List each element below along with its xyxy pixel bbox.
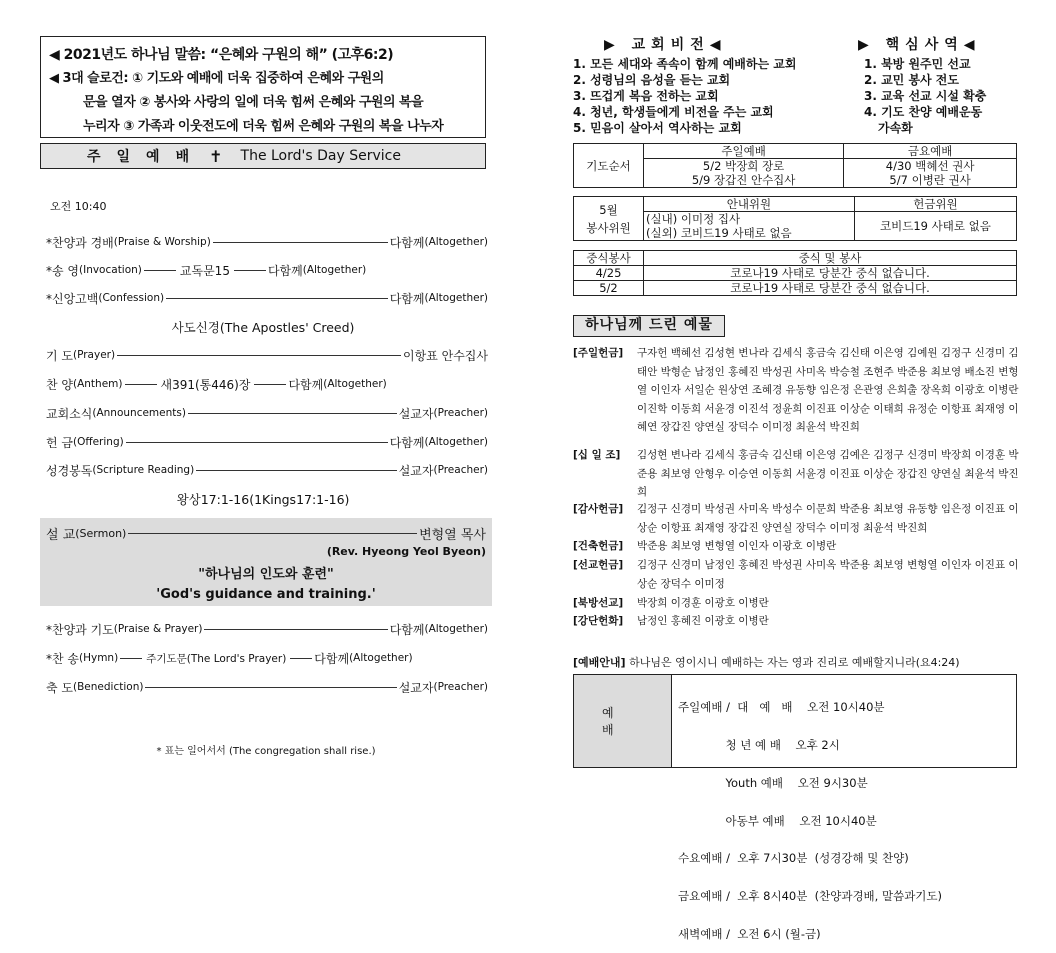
order-row bbox=[46, 260, 488, 280]
service-title-ko: 주일예배 bbox=[87, 149, 206, 165]
order-item-en: (Scripture Reading) bbox=[92, 464, 195, 476]
list-item: 4. 기도 찬양 예배운동 bbox=[864, 105, 983, 119]
service-title-bar bbox=[40, 143, 486, 169]
order-item-ko: *신앙고백 bbox=[46, 291, 99, 306]
offering-names: 구자헌 백혜선 김성현 변나라 김세식 홍금숙 김신태 이은영 김예원 김정구 신경미 김태안 박형순 남정인 홍혜진 박성권 사미옥 박승철 조현주 박준용 최보영 배소진 변형열 이인자 서일순 원상연 조혜경 유동향 임은정 은관영 은희출 장옥희 이광호 이병란 이진학 이동희 서윤경 이진석 정윤희 이진표 이상순 이태희 유정순 이항표 최재영 이혜연 장갑진 양연실 장덕수 이미정 최윤석 박진희 bbox=[637, 347, 1019, 433]
schedule-line: 새벽예배 / 오전 6시 (월-금) bbox=[678, 926, 821, 941]
offering-row bbox=[573, 537, 1021, 556]
offering-row bbox=[573, 344, 1021, 437]
order-item-en: (Praise & Worship) bbox=[113, 236, 211, 248]
meal-table bbox=[573, 250, 1017, 296]
table-cell: (실외) 코비드19 사태로 없음 bbox=[644, 226, 855, 241]
meal-table-label: 중식봉사 bbox=[574, 251, 644, 266]
dash-line bbox=[144, 270, 176, 271]
order-item-en: (Benediction) bbox=[73, 681, 144, 693]
table-cell: 5/7 이병란 권사 bbox=[844, 173, 1017, 188]
sermon-preacher: 변형열 목사 bbox=[419, 527, 486, 543]
dash-line bbox=[166, 298, 388, 299]
column-header: 중식 및 봉사 bbox=[644, 251, 1017, 266]
dash-line bbox=[234, 270, 266, 271]
order-item-detail: 주기도문(The Lord's Prayer) bbox=[146, 652, 287, 665]
order-leader-en: (Preacher) bbox=[433, 407, 488, 419]
core-list bbox=[864, 56, 986, 136]
table-cell: 4/25 bbox=[574, 266, 644, 281]
volunteer-table bbox=[573, 196, 1017, 241]
volunteer-label: 봉사위원 bbox=[586, 220, 631, 235]
sermon-title-en: 'God's guidance and training.' bbox=[156, 587, 376, 602]
creed-line: 사도신경(The Apostles' Creed) bbox=[171, 320, 355, 335]
dash-line bbox=[290, 658, 312, 659]
offering-names: 남정인 홍혜진 이광호 이병란 bbox=[637, 615, 769, 627]
table-cell: 5/9 장갑진 안수집사 bbox=[644, 173, 844, 188]
offering-category: [건축헌금] bbox=[573, 540, 624, 552]
schedule-line: 청 년 예 배 오후 2시 bbox=[678, 737, 840, 752]
column-header: 주일예배 bbox=[644, 144, 844, 159]
theme-line-2: ◀ 3대 슬로건: ① 기도와 예배에 더욱 집중하여 은혜와 구원의 bbox=[49, 71, 384, 86]
core-heading: ▶ 핵심사역◀ bbox=[858, 37, 981, 53]
order-leader: 다함께 bbox=[288, 377, 324, 392]
order-leader: 설교자 bbox=[398, 680, 434, 695]
order-item-ko: 기 도 bbox=[46, 348, 73, 363]
theme-line-4: 누리자 ③ 가족과 이웃전도에 더욱 힘써 은혜와 구원의 복을 나누자 bbox=[83, 119, 444, 134]
list-item: 1. 모든 세대와 족속이 함께 예배하는 교회 bbox=[573, 57, 797, 71]
volunteer-month: 5월 bbox=[599, 202, 618, 217]
order-item-en: (Anthem) bbox=[73, 378, 123, 390]
sermon-label-en: (Sermon) bbox=[75, 526, 127, 540]
table-cell: 코비드19 사태로 없음 bbox=[854, 212, 1016, 241]
order-leader-en: (Altogether) bbox=[349, 652, 413, 664]
order-row bbox=[46, 288, 488, 308]
list-item: 2. 성령님의 음성을 듣는 교회 bbox=[573, 73, 731, 87]
column-header: 안내위원 bbox=[644, 197, 855, 212]
order-item-ko: 축 도 bbox=[46, 680, 73, 695]
offering-heading: 하나님께 드린 예물 bbox=[573, 315, 725, 337]
schedule-line: 아동부 예배 오전 10시40분 bbox=[678, 813, 877, 828]
dash-line bbox=[120, 658, 142, 659]
order-item-en: (Prayer) bbox=[73, 349, 116, 361]
schedule-lines bbox=[678, 676, 942, 953]
theme-line-3: 문을 열자 ② 봉사와 사랑의 일에 더욱 힘써 은혜와 구원의 복을 bbox=[83, 95, 424, 110]
table-cell: (실내) 이미정 집사 bbox=[644, 212, 855, 227]
order-row bbox=[46, 374, 488, 394]
order-row bbox=[46, 460, 488, 480]
order-leader-en: (Altogether) bbox=[424, 436, 488, 448]
order-leader-en: (Altogether) bbox=[302, 264, 367, 276]
theme-line-1: ◀ 2021년도 하나님 말씀: “은혜와 구원의 해” (고후6:2) bbox=[49, 47, 394, 63]
table-cell: 5/2 bbox=[574, 281, 644, 296]
order-item-en: (Offering) bbox=[73, 436, 124, 448]
order-leader-en: (Altogether) bbox=[424, 623, 488, 635]
order-row bbox=[46, 432, 488, 452]
offering-category: [십 일 조] bbox=[573, 449, 621, 461]
order-row bbox=[46, 403, 488, 423]
scripture-reference: 왕상17:1-16(1Kings17:1-16) bbox=[176, 492, 350, 507]
offering-category: [선교헌금] bbox=[573, 559, 624, 571]
column-header: 금요예배 bbox=[844, 144, 1017, 159]
order-leader-en: (Altogether) bbox=[323, 378, 387, 390]
sermon-row bbox=[46, 523, 486, 543]
sermon-label: 설 교 bbox=[46, 527, 76, 543]
order-leader-en: (Preacher) bbox=[433, 681, 488, 693]
order-leader-en: (Altogether) bbox=[424, 236, 488, 248]
theme-box bbox=[40, 36, 486, 138]
offering-row bbox=[573, 556, 1021, 593]
offering-names: 박준용 최보영 변형열 이인자 이광호 이병란 bbox=[637, 540, 837, 552]
order-item-en: (Hymn) bbox=[79, 652, 119, 664]
footnote: * 표는 일어서서 (The congregation shall rise.) bbox=[156, 746, 376, 757]
offering-names: 김정구 신경미 남정인 홍혜진 박성권 사미옥 박준용 최보영 변형열 이인자 이진표 이상순 장덕수 이미정 bbox=[637, 559, 1019, 590]
table-cell: 코로나19 사태로 당분간 중식 없습니다. bbox=[644, 266, 1017, 281]
schedule-label: 예배 bbox=[574, 675, 672, 767]
order-row bbox=[46, 677, 488, 697]
dash-line bbox=[145, 687, 396, 688]
dash-line bbox=[188, 413, 397, 414]
order-item-ko: *찬양과 경배 bbox=[46, 235, 114, 250]
cross-icon: ✝ bbox=[209, 146, 223, 166]
offering-row bbox=[573, 594, 1021, 613]
order-item-en: (Praise & Prayer) bbox=[113, 623, 203, 635]
order-item-detail: 새391(통446)장 bbox=[160, 377, 251, 392]
order-item-ko: 찬 양 bbox=[46, 377, 73, 392]
order-item-ko: *찬 송 bbox=[46, 651, 79, 666]
order-leader: 다함께 bbox=[389, 235, 425, 250]
order-leader: 설교자 bbox=[398, 463, 434, 478]
offering-names: 김성현 변나라 김세식 홍금숙 김신태 이은영 김예은 김정구 신경미 박장희 이경훈 박준용 최보영 안형우 이승연 이동희 서윤경 이진표 이상순 장갑진 양연실 최윤석 박진희 bbox=[637, 449, 1019, 498]
sermon-preacher-en: (Rev. Hyeong Yeol Byeon) bbox=[326, 545, 486, 558]
column-header: 헌금위원 bbox=[854, 197, 1016, 212]
schedule-line: Youth 예배 오전 9시30분 bbox=[678, 775, 868, 790]
offering-names: 김정구 신경미 박성권 사미옥 박성수 이문희 박준용 최보영 유동향 임은정 이진표 이상순 이항표 최재영 장갑진 양연실 장덕수 이미정 최윤석 박진희 bbox=[637, 503, 1019, 534]
list-item: 5. 믿음이 살아서 역사하는 교회 bbox=[573, 121, 742, 135]
dash-line bbox=[125, 384, 157, 385]
table-cell: 5/2 박장희 장로 bbox=[644, 159, 844, 174]
order-row bbox=[46, 345, 488, 365]
prayer-table-label: 기도순서 bbox=[574, 144, 644, 188]
dash-line bbox=[204, 629, 387, 630]
service-time: 오전 10:40 bbox=[50, 200, 107, 213]
order-row bbox=[46, 648, 488, 668]
offering-row bbox=[573, 446, 1021, 502]
offering-category: [강단헌화] bbox=[573, 615, 624, 627]
dash-line bbox=[196, 470, 397, 471]
offering-names: 박장희 이경훈 이광호 이병란 bbox=[637, 597, 769, 609]
list-item: 2. 교민 봉사 전도 bbox=[864, 73, 959, 87]
dash-line bbox=[117, 355, 401, 356]
dash-line bbox=[128, 533, 417, 534]
order-leader: 이항표 안수집사 bbox=[403, 348, 488, 363]
order-item-ko: 헌 금 bbox=[46, 435, 73, 450]
list-item: 1. 북방 원주민 선교 bbox=[864, 57, 971, 71]
order-item-ko: *찬양과 기도 bbox=[46, 622, 114, 637]
order-item-en: (Announcements) bbox=[92, 407, 186, 419]
list-item: 3. 교육 선교 시설 확충 bbox=[864, 89, 987, 103]
order-item-en: (Invocation) bbox=[79, 264, 142, 276]
order-row bbox=[46, 232, 488, 252]
order-leader: 다함께 bbox=[389, 622, 425, 637]
worship-guide-line bbox=[573, 654, 960, 670]
prayer-table bbox=[573, 143, 1017, 188]
table-cell: 코로나19 사태로 당분간 중식 없습니다. bbox=[644, 281, 1017, 296]
worship-guide-label: [예배안내] bbox=[573, 656, 626, 669]
schedule-line: 주일예배 / 대 예 배 오전 10시40분 bbox=[678, 700, 885, 715]
order-item-ko: *송 영 bbox=[46, 263, 79, 278]
volunteer-table-label bbox=[574, 197, 644, 241]
order-leader-en: (Preacher) bbox=[433, 464, 488, 476]
sermon-title-ko: "하나님의 인도와 훈련" bbox=[198, 567, 334, 582]
dash-line bbox=[213, 242, 388, 243]
order-leader: 설교자 bbox=[398, 406, 434, 421]
order-item-ko: 교회소식 bbox=[46, 406, 93, 421]
order-item-ko: 성경봉독 bbox=[46, 463, 93, 478]
vision-list bbox=[573, 56, 796, 136]
order-row bbox=[46, 619, 488, 639]
order-item-detail: 교독문15 bbox=[179, 263, 230, 278]
list-item: 3. 뜨겁게 복음 전하는 교회 bbox=[573, 89, 719, 103]
schedule-line: 수요예배 / 오후 7시30분 (성경강해 및 찬양) bbox=[678, 851, 909, 866]
service-title-en: The Lord's Day Service bbox=[240, 148, 401, 164]
offering-category: [주일헌금] bbox=[573, 347, 624, 359]
offering-category: [감사헌금] bbox=[573, 503, 624, 515]
dash-line bbox=[126, 442, 388, 443]
order-leader: 다함께 bbox=[389, 291, 425, 306]
list-item: 4. 청년, 학생들에게 비전을 주는 교회 bbox=[573, 105, 774, 119]
order-leader: 다함께 bbox=[389, 435, 425, 450]
dash-line bbox=[254, 384, 286, 385]
order-leader: 다함께 bbox=[314, 651, 350, 666]
offering-row bbox=[573, 500, 1021, 537]
order-item-en: (Confession) bbox=[98, 292, 165, 304]
list-item: 가속화 bbox=[878, 121, 913, 135]
worship-guide-verse: 하나님은 영이시니 예배하는 자는 영과 진리로 예배할지니라(요4:24) bbox=[629, 656, 960, 669]
order-leader-en: (Altogether) bbox=[424, 292, 488, 304]
schedule-line: 금요예배 / 오후 8시40분 (찬양과경배, 말씀과기도) bbox=[678, 889, 943, 904]
vision-heading: ▶ 교회비전◀ bbox=[604, 37, 727, 53]
order-leader: 다함께 bbox=[267, 263, 303, 278]
offering-category: [북방선교] bbox=[573, 597, 624, 609]
offering-row bbox=[573, 612, 1021, 631]
table-cell: 4/30 백혜선 권사 bbox=[844, 159, 1017, 174]
